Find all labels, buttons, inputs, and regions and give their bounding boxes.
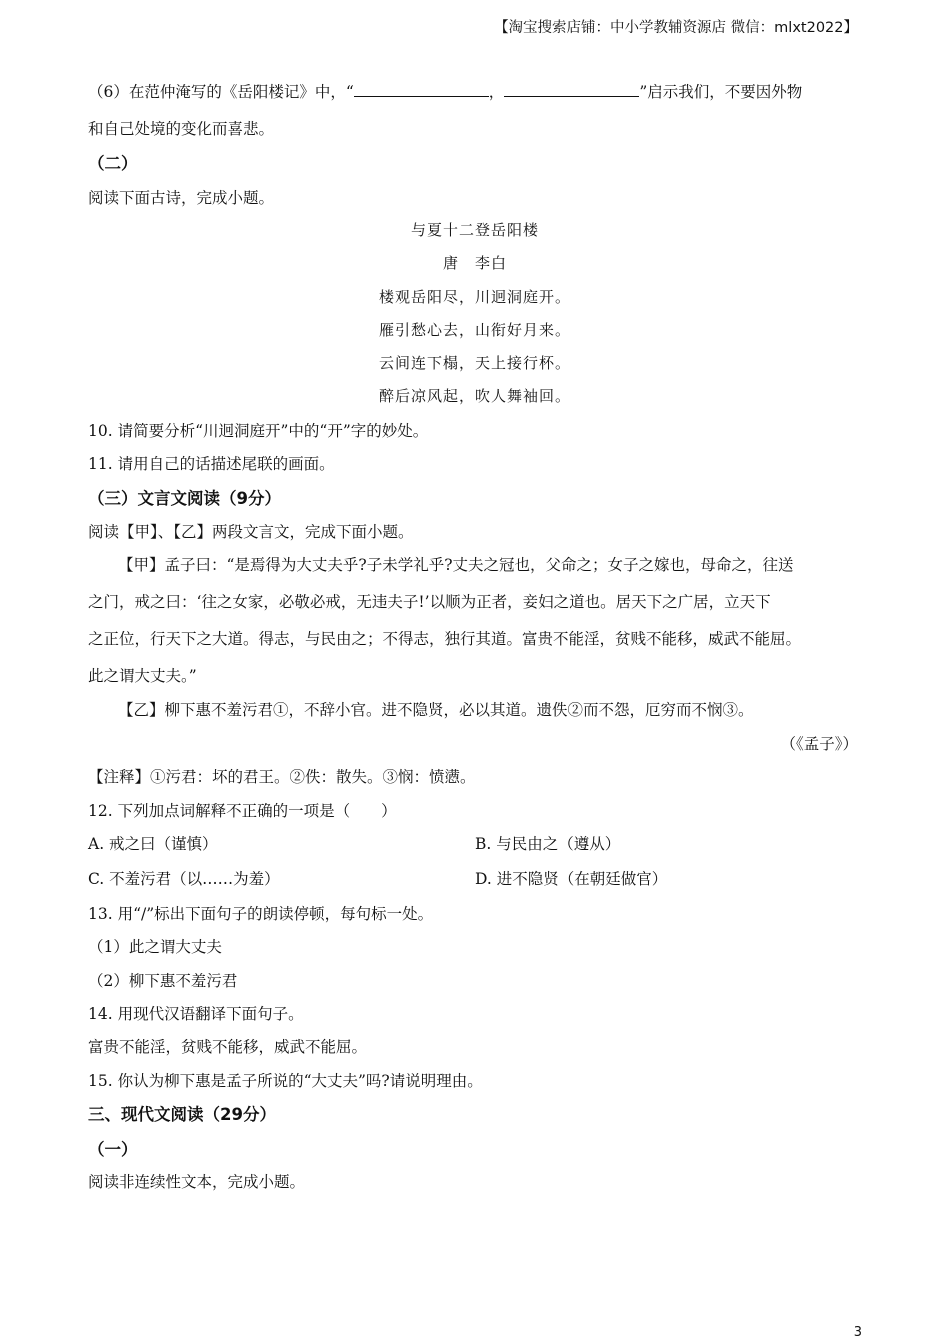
passage-jia-line: 之门，戒之曰：‘往之女家，必敬必戒，无违夫子!’以顺为正者，妾妇之道也。居天下之广居，立天下 bbox=[88, 593, 771, 611]
question-6-line-2: 和自己处境的变化而喜悲。 bbox=[88, 120, 275, 138]
option-a[interactable]: A. 戒之曰（谨慎） bbox=[88, 835, 218, 853]
q6-suffix: ”启示我们，不要因外物 bbox=[639, 83, 803, 101]
annotation-notes: 【注释】①污君：坏的君王。②佚：散失。③悯：愤懑。 bbox=[88, 768, 476, 786]
section-two-title: （二） bbox=[88, 154, 138, 173]
page-header: 【淘宝搜索店铺：中小学教辅资源店 微信：mlxt2022】 bbox=[494, 20, 858, 36]
question-14-sentence: 富贵不能淫，贫贱不能移，威武不能屈。 bbox=[88, 1038, 368, 1056]
section-two-intro: 阅读下面古诗，完成小题。 bbox=[88, 189, 275, 207]
q6-separator: ， bbox=[488, 83, 505, 101]
question-10: 10. 请简要分析“川迥洞庭开”中的“开”字的妙处。 bbox=[88, 422, 429, 440]
passage-jia-line: 此之谓大丈夫。” bbox=[88, 667, 197, 685]
part-three-intro: 阅读非连续性文本，完成小题。 bbox=[88, 1173, 306, 1191]
question-14: 14. 用现代汉语翻译下面句子。 bbox=[88, 1005, 304, 1023]
question-12: 12. 下列加点词解释不正确的一项是（ ） bbox=[88, 802, 397, 820]
passage-source: （《孟子》） bbox=[780, 735, 858, 753]
part-three-subtitle: （一） bbox=[88, 1140, 138, 1159]
q6-blank-2[interactable] bbox=[504, 82, 639, 97]
option-d[interactable]: D. 进不隐贤（在朝廷做官） bbox=[475, 870, 668, 888]
q6-prefix: （6）在范仲淹写的《岳阳楼记》中，“ bbox=[88, 83, 354, 101]
option-c[interactable]: C. 不羞污君（以……为羞） bbox=[88, 870, 280, 888]
question-11: 11. 请用自己的话描述尾联的画面。 bbox=[88, 455, 335, 473]
poem-line: 醉后凉风起，吹人舞袖回。 bbox=[378, 387, 571, 405]
question-15: 15. 你认为柳下惠是孟子所说的“大丈夫”吗?请说明理由。 bbox=[88, 1072, 483, 1090]
passage-yi: 【乙】柳下惠不羞污君①，不辞小官。进不隐贤，必以其道。遗佚②而不怨，厄穷而不悯③。 bbox=[118, 701, 754, 719]
option-b[interactable]: B. 与民由之（遵从） bbox=[475, 835, 621, 853]
question-13-item-2: （2）柳下惠不羞污君 bbox=[88, 972, 238, 990]
poem-line: 楼观岳阳尽，川迥洞庭开。 bbox=[378, 288, 571, 306]
poem-title: 与夏十二登岳阳楼 bbox=[410, 221, 539, 239]
question-13: 13. 用“/”标出下面句子的朗读停顿，每句标一处。 bbox=[88, 905, 434, 923]
question-6-line-1 bbox=[88, 80, 802, 102]
question-13-item-1: （1）此之谓大丈夫 bbox=[88, 938, 222, 956]
passage-jia-line: 【甲】孟子曰：“是焉得为大丈夫乎?子未学礼乎?丈夫之冠也，父命之；女子之嫁也，母命之，往送 bbox=[118, 556, 794, 574]
passage-jia-line: 之正位，行天下之大道。得志，与民由之；不得志，独行其道。富贵不能淫，贫贱不能移，威武不能屈。 bbox=[88, 630, 802, 648]
part-three-title: 三、现代文阅读（29分） bbox=[88, 1105, 276, 1124]
section-three-title: （三）文言文阅读（9分） bbox=[88, 489, 281, 508]
poem-line: 雁引愁心去，山衔好月来。 bbox=[378, 321, 571, 339]
poem-author: 唐 李白 bbox=[442, 254, 507, 272]
page-number: 3 bbox=[853, 1325, 862, 1340]
q6-blank-1[interactable] bbox=[354, 82, 489, 97]
poem-line: 云间连下榻，天上接行杯。 bbox=[378, 354, 571, 372]
section-three-intro: 阅读【甲】、【乙】两段文言文，完成下面小题。 bbox=[88, 523, 414, 541]
